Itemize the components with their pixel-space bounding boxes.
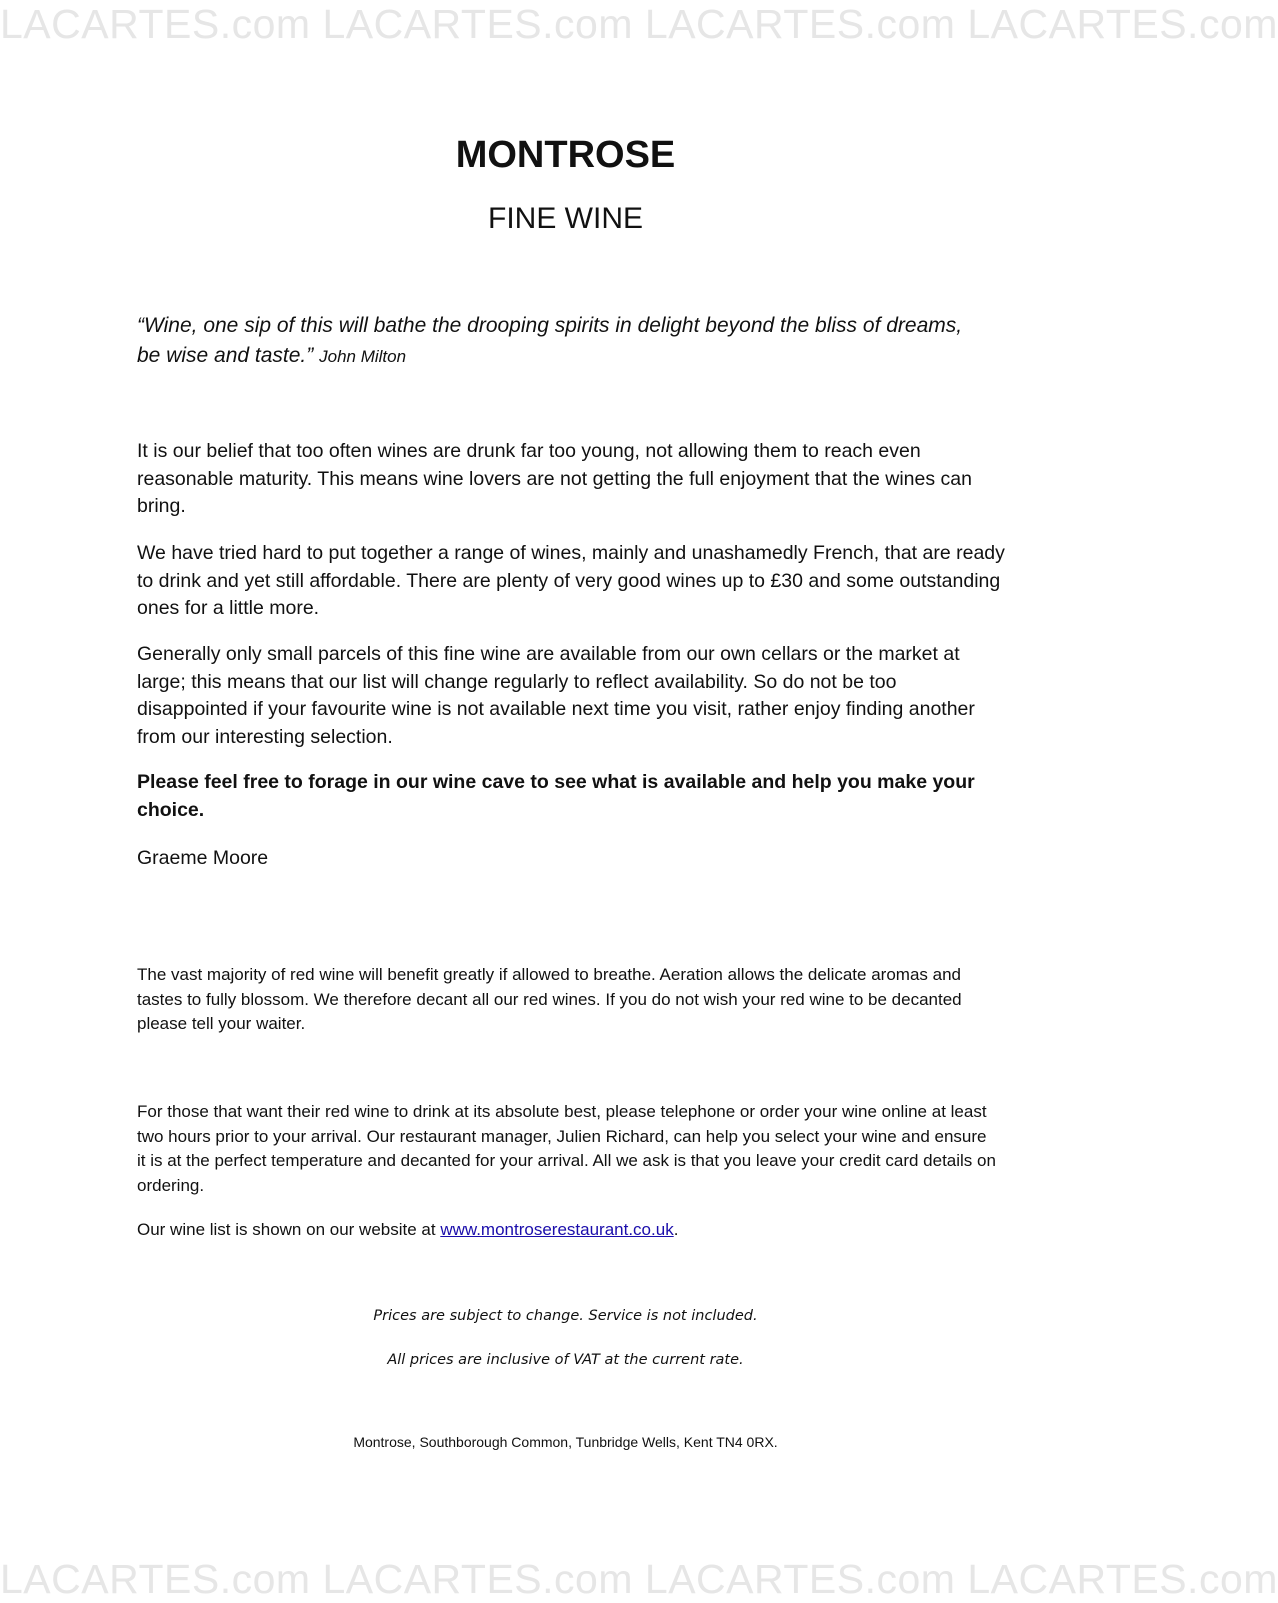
website-link[interactable]: www.montroserestaurant.co.uk [440, 1220, 674, 1239]
signature: Graeme Moore [137, 847, 269, 869]
page-subtitle: FINE WINE [488, 202, 643, 235]
quote-text: “Wine, one sip of this will bathe the drooping spirits in delight beyond the bliss of dreams, be wise and taste.” [137, 314, 963, 367]
website-prefix: Our wine list is shown on our website at [137, 1220, 441, 1239]
watermark-bottom: LACARTES.com LACARTES.com LACARTES.com LACARTES.com [0, 1556, 1278, 1602]
website-suffix: . [673, 1220, 679, 1239]
vat-note: All prices are inclusive of VAT at the current rate. [387, 1352, 744, 1368]
watermark-top: LACARTES.com LACARTES.com LACARTES.com LACARTES.com [0, 1, 1278, 47]
prices-note: Prices are subject to change. Service is not included. [373, 1308, 758, 1324]
intro-paragraph-bold: Please feel free to forage in our wine cave to see what is available and help you make your choice. [137, 771, 975, 821]
website-note [137, 1218, 997, 1243]
quote [137, 311, 967, 372]
quote-author: John Milton [319, 347, 407, 366]
address: Montrose, Southborough Common, Tunbridge Wells, Kent TN4 0RX. [353, 1434, 778, 1450]
decanting-note: The vast majority of red wine will benefit greatly if allowed to breathe. Aeration allows the delicate aromas and tastes to fully blossom. We therefore decant all our red wines. If you do not wish your red wine to be decanted please tell your waiter. [137, 965, 962, 1033]
preorder-note: For those that want their red wine to drink at its absolute best, please telephone or order your wine online at least two hours prior to your arrival. Our restaurant manager, Julien Richard, can help you select your wine and ensure it is at the perfect temperature and decanted for your arrival. All we ask is that you leave your credit card details on ordering. [137, 1102, 996, 1195]
intro-paragraph-1: It is our belief that too often wines are drunk far too young, not allowing them to reach even reasonable maturity. This means wine lovers are not getting the full enjoyment that the wines can bring. [137, 440, 972, 517]
intro-paragraph-2: We have tried hard to put together a range of wines, mainly and unashamedly French, that are ready to drink and yet still affordable. There are plenty of very good wines up to £30 and some outstanding ones for a little more. [137, 542, 1005, 619]
page-title: MONTROSE [455, 134, 676, 176]
intro-paragraph-3: Generally only small parcels of this fine wine are available from our own cellars or the market at large; this means that our list will change regularly to reflect availability. So do not be too disappointed if your favourite wine is not available next time you visit, rather enjoy finding another from our interesting selection. [137, 643, 975, 748]
